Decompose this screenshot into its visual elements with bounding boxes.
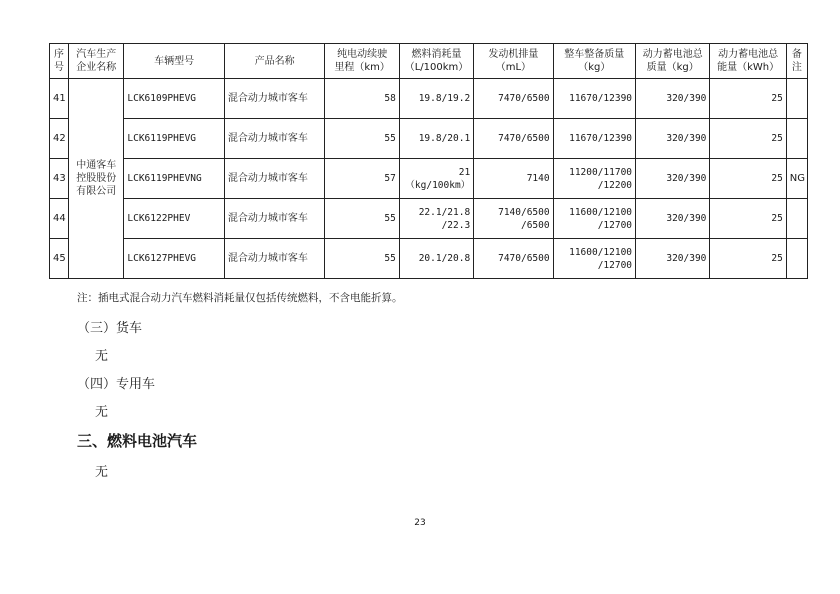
cell-mass: 11600/12100 /12700 — [553, 199, 635, 239]
cell-battery-mass: 320/390 — [636, 159, 710, 199]
cell-battery-energy: 25 — [710, 119, 786, 159]
header-maker: 汽车生产 企业名称 — [69, 44, 124, 79]
header-battery-energy: 动力蓄电池总 能量（kWh） — [710, 44, 786, 79]
cell-remark — [786, 79, 807, 119]
cell-model: LCK6119PHEVNG — [124, 159, 225, 199]
cell-engine: 7140 — [474, 159, 553, 199]
cell-range: 55 — [325, 239, 399, 279]
chapter-content-fuel-cell: 无 — [95, 465, 109, 480]
cell-remark: NG — [786, 159, 807, 199]
cell-range: 57 — [325, 159, 399, 199]
cell-battery-energy: 25 — [710, 159, 786, 199]
cell-model: LCK6109PHEVG — [124, 79, 225, 119]
cell-mass: 11670/12390 — [553, 79, 635, 119]
cell-battery-mass: 320/390 — [636, 239, 710, 279]
header-range: 纯电动续驶 里程（km） — [325, 44, 399, 79]
cell-remark — [786, 199, 807, 239]
cell-mass: 11200/11700 /12200 — [553, 159, 635, 199]
cell-no: 43 — [50, 159, 69, 199]
cell-battery-mass: 320/390 — [636, 119, 710, 159]
cell-battery-mass: 320/390 — [636, 199, 710, 239]
cell-fuel: 22.1/21.8 /22.3 — [399, 199, 473, 239]
cell-range: 55 — [325, 119, 399, 159]
page-number: 23 — [414, 518, 426, 528]
cell-no: 42 — [50, 119, 69, 159]
table-row — [50, 159, 808, 199]
cell-engine: 7470/6500 — [474, 239, 553, 279]
cell-battery-energy: 25 — [710, 79, 786, 119]
section-heading-trucks: （三）货车 — [77, 321, 143, 336]
header-mass: 整车整备质量 （kg） — [553, 44, 635, 79]
cell-engine: 7140/6500 /6500 — [474, 199, 553, 239]
cell-no: 44 — [50, 199, 69, 239]
cell-model: LCK6127PHEVG — [124, 239, 225, 279]
cell-model: LCK6119PHEVG — [124, 119, 225, 159]
cell-maker: 中通客车 控股股份 有限公司 — [69, 79, 124, 279]
cell-fuel: 20.1/20.8 — [399, 239, 473, 279]
cell-no: 41 — [50, 79, 69, 119]
table-row — [50, 199, 808, 239]
cell-engine: 7470/6500 — [474, 79, 553, 119]
cell-battery-energy: 25 — [710, 199, 786, 239]
cell-product: 混合动力城市客车 — [224, 119, 325, 159]
cell-fuel: 19.8/20.1 — [399, 119, 473, 159]
vehicle-table — [49, 43, 808, 279]
cell-range: 58 — [325, 79, 399, 119]
table-row — [50, 79, 808, 119]
table-row — [50, 119, 808, 159]
table-note: 注：插电式混合动力汽车燃料消耗量仅包括传统燃料，不含电能折算。 — [77, 292, 403, 304]
cell-fuel: 21 （kg/100km） — [399, 159, 473, 199]
cell-battery-mass: 320/390 — [636, 79, 710, 119]
section-content-special-vehicles: 无 — [95, 405, 109, 420]
header-product: 产品名称 — [224, 44, 325, 79]
section-heading-special-vehicles: （四）专用车 — [77, 377, 156, 392]
header-remark: 备 注 — [786, 44, 807, 79]
header-model: 车辆型号 — [124, 44, 225, 79]
header-battery-mass: 动力蓄电池总 质量（kg） — [636, 44, 710, 79]
table-row — [50, 239, 808, 279]
cell-product: 混合动力城市客车 — [224, 239, 325, 279]
cell-mass: 11600/12100 /12700 — [553, 239, 635, 279]
header-engine: 发动机排量 （mL） — [474, 44, 553, 79]
header-no: 序 号 — [50, 44, 69, 79]
cell-remark — [786, 119, 807, 159]
cell-no: 45 — [50, 239, 69, 279]
cell-model: LCK6122PHEV — [124, 199, 225, 239]
cell-product: 混合动力城市客车 — [224, 199, 325, 239]
header-fuel: 燃料消耗量 （L/100km） — [399, 44, 473, 79]
section-content-trucks: 无 — [95, 349, 109, 364]
table-header-row — [50, 44, 808, 79]
cell-range: 55 — [325, 199, 399, 239]
cell-mass: 11670/12390 — [553, 119, 635, 159]
chapter-heading-fuel-cell: 三、燃料电池汽车 — [77, 432, 198, 450]
cell-product: 混合动力城市客车 — [224, 79, 325, 119]
cell-fuel: 19.8/19.2 — [399, 79, 473, 119]
cell-product: 混合动力城市客车 — [224, 159, 325, 199]
cell-battery-energy: 25 — [710, 239, 786, 279]
cell-engine: 7470/6500 — [474, 119, 553, 159]
cell-remark — [786, 239, 807, 279]
